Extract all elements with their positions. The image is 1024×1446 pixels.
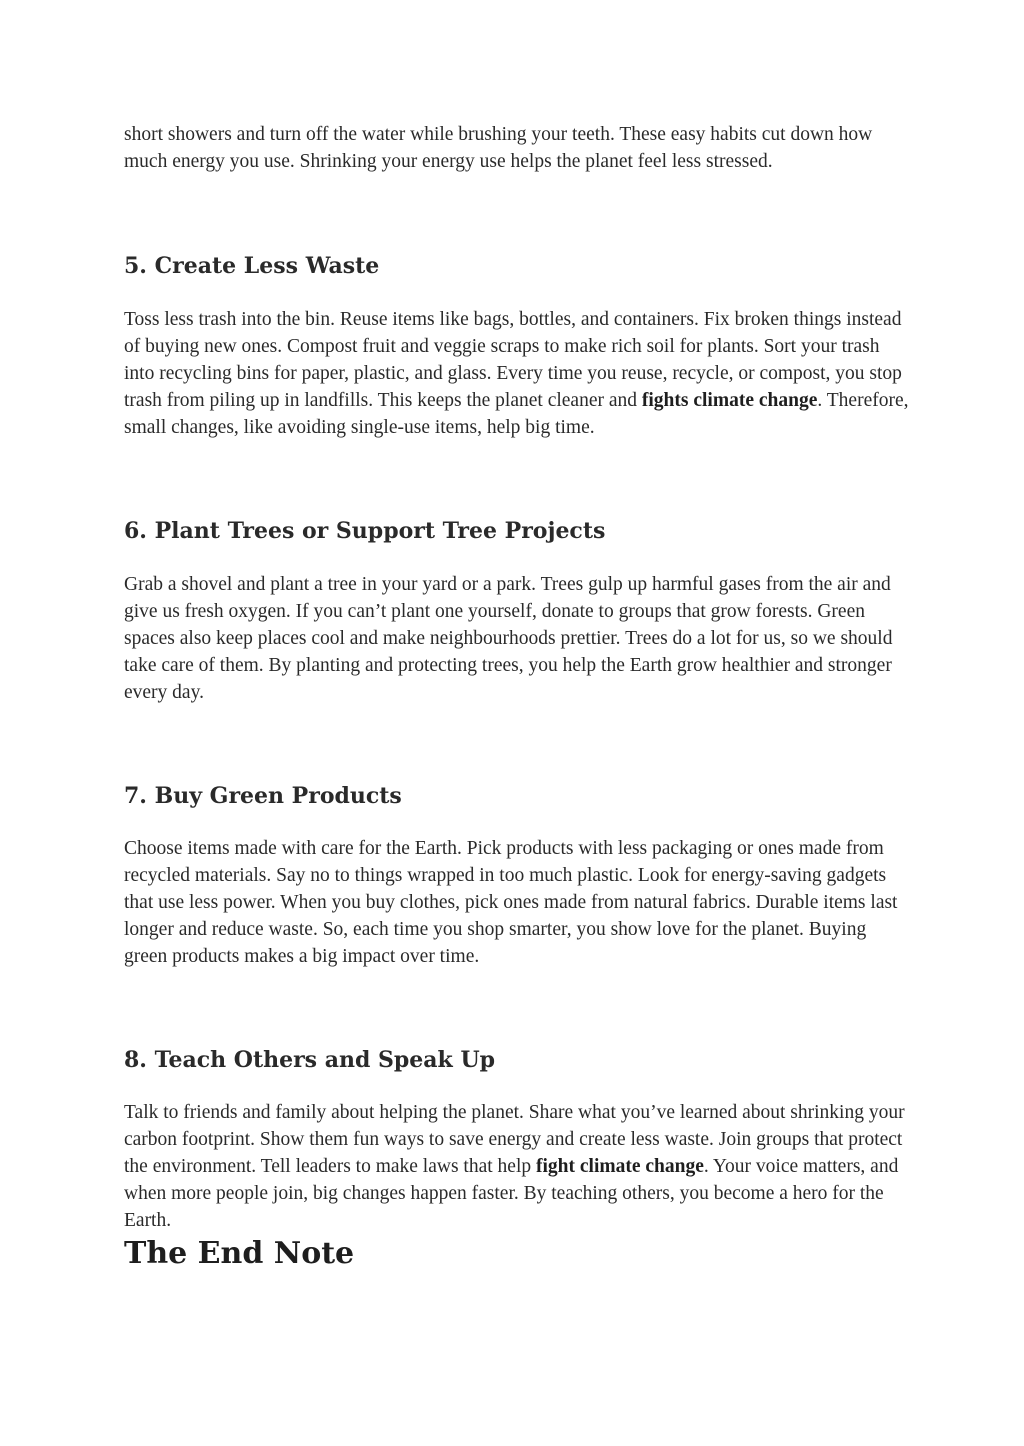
bold-link-text: fight climate change: [536, 1156, 704, 1177]
paragraph-text: . Your voice matters, and when more people join, big changes happen faster. By teaching others, you become a hero for the Earth.: [124, 1156, 899, 1231]
section-buy-green-products-body: [124, 835, 914, 970]
end-note-heading: The End Note: [124, 1236, 355, 1271]
paragraph-text: . Therefore, small changes, like avoiding single-use items, help big time.: [124, 390, 909, 438]
section-plant-trees: [124, 516, 914, 546]
section-heading: 7. Buy Green Products: [124, 783, 402, 809]
section-teach-others-body: [124, 1099, 914, 1234]
intro-section: [124, 121, 914, 175]
section-heading: 5. Create Less Waste: [124, 253, 380, 279]
section-teach-others: [124, 1045, 914, 1075]
section-heading: 8. Teach Others and Speak Up: [124, 1047, 496, 1073]
section-paragraph: Grab a shovel and plant a tree in your yard or a park. Trees gulp up harmful gases from the air and give us fresh oxygen. If you can’t plant one yourself, donate to groups that grow forests. Green spaces also keep places cool and make neighbourhoods prettier. Trees do a lot for us, so we should take care of them. By planting and protecting trees, you help the Earth grow healthier and stronger every day.: [124, 574, 893, 703]
paragraph-text: Toss less trash into the bin. Reuse items like bags, bottles, and containers. Fix broken things instead of buying new ones. Compost fruit and veggie scraps to make rich soil for plants. Sort your trash into recycling bins for paper, plastic, and glass. Every time you reuse, recycle, or compost, you stop trash from piling up in landfills. This keeps the planet cleaner and: [124, 309, 902, 411]
intro-paragraph: short showers and turn off the water while brushing your teeth. These easy habits cut down how much energy you use. Shrinking your energy use helps the planet feel less stressed.: [124, 124, 873, 172]
section-buy-green-products: [124, 781, 914, 811]
paragraph-text: Talk to friends and family about helping the planet. Share what you’ve learned about shrinking your carbon footprint. Show them fun ways to save energy and create less waste. Join groups that protect the environment. Tell leaders to make laws that help: [124, 1102, 905, 1177]
section-heading: 6. Plant Trees or Support Tree Projects: [124, 518, 606, 544]
section-create-less-waste-body: [124, 306, 914, 441]
end-note-section: [124, 1234, 914, 1274]
section-paragraph: [124, 306, 914, 441]
section-paragraph: Choose items made with care for the Earth. Pick products with less packaging or ones made from recycled materials. Say no to things wrapped in too much plastic. Look for energy-saving gadgets that use less power. When you buy clothes, pick ones made from natural fabrics. Durable items last longer and reduce waste. So, each time you shop smarter, you show love for the planet. Buying green products makes a big impact over time.: [124, 838, 898, 967]
section-plant-trees-body: [124, 571, 914, 706]
section-paragraph: [124, 1099, 914, 1234]
section-create-less-waste: [124, 251, 914, 281]
bold-link-text: fights climate change: [641, 390, 818, 411]
